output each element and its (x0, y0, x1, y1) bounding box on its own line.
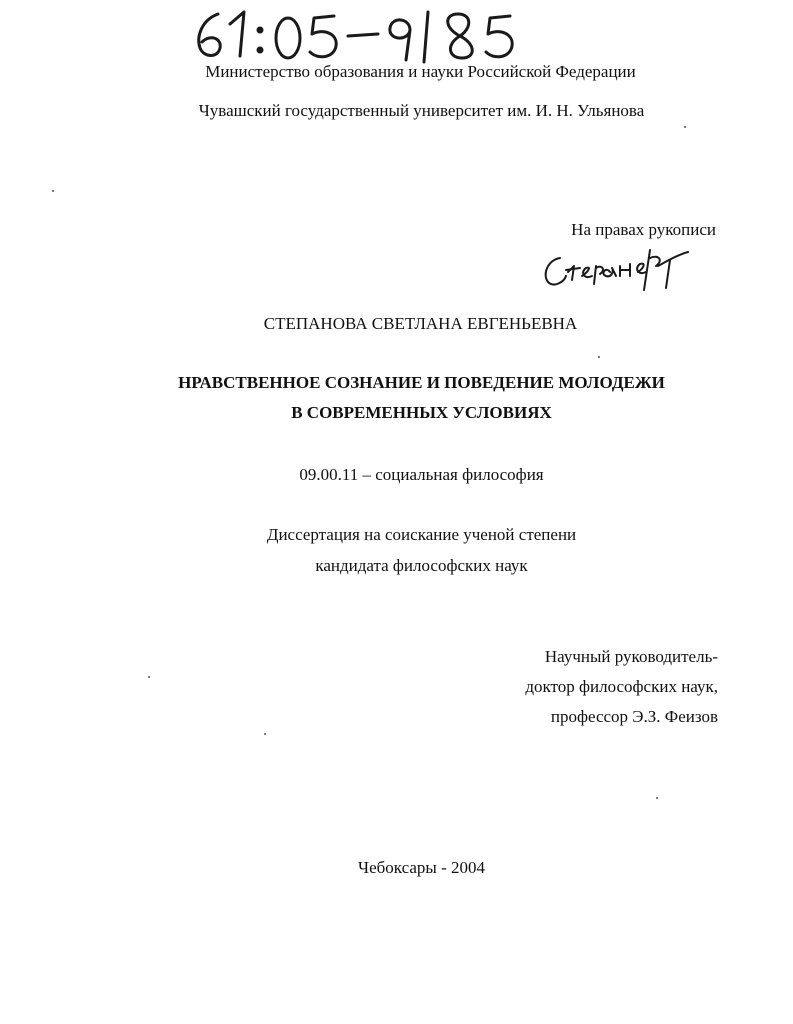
supervisor-line-3: профессор Э.З. Феизов (550, 707, 718, 726)
degree-line-1: Диссертация на соискание ученой степени (266, 525, 577, 544)
university-line: Чувашский государственный университет им. И. Н. Ульянова (198, 101, 645, 120)
dissertation-title-line-2: В СОВРЕМЕННЫХ УСЛОВИЯХ (291, 403, 552, 422)
archive-number-handwriting (188, 6, 528, 64)
place-year: Чебоксары - 2004 (358, 858, 485, 877)
supervisor-line-1: Научный руководитель- (544, 647, 718, 666)
scan-speck (656, 797, 658, 799)
manuscript-rights: На правах рукописи (571, 220, 716, 239)
scan-speck (148, 676, 150, 678)
scan-speck (598, 356, 600, 358)
author-signature (538, 236, 698, 292)
author-name: СТЕПАНОВА СВЕТЛАНА ЕВГЕНЬЕВНА (263, 314, 578, 333)
scan-speck (684, 126, 686, 128)
scan-speck (264, 733, 266, 735)
supervisor-line-2: доктор философских наук, (525, 677, 718, 696)
ministry-line: Министерство образования и науки Российской Федерации (205, 62, 636, 81)
scan-speck (52, 190, 54, 192)
specialty: 09.00.11 – социальная философия (299, 465, 544, 484)
degree-line-2: кандидата философских наук (315, 556, 528, 575)
dissertation-title-line-1: НРАВСТВЕННОЕ СОЗНАНИЕ И ПОВЕДЕНИЕ МОЛОДЕЖИ (178, 373, 665, 392)
